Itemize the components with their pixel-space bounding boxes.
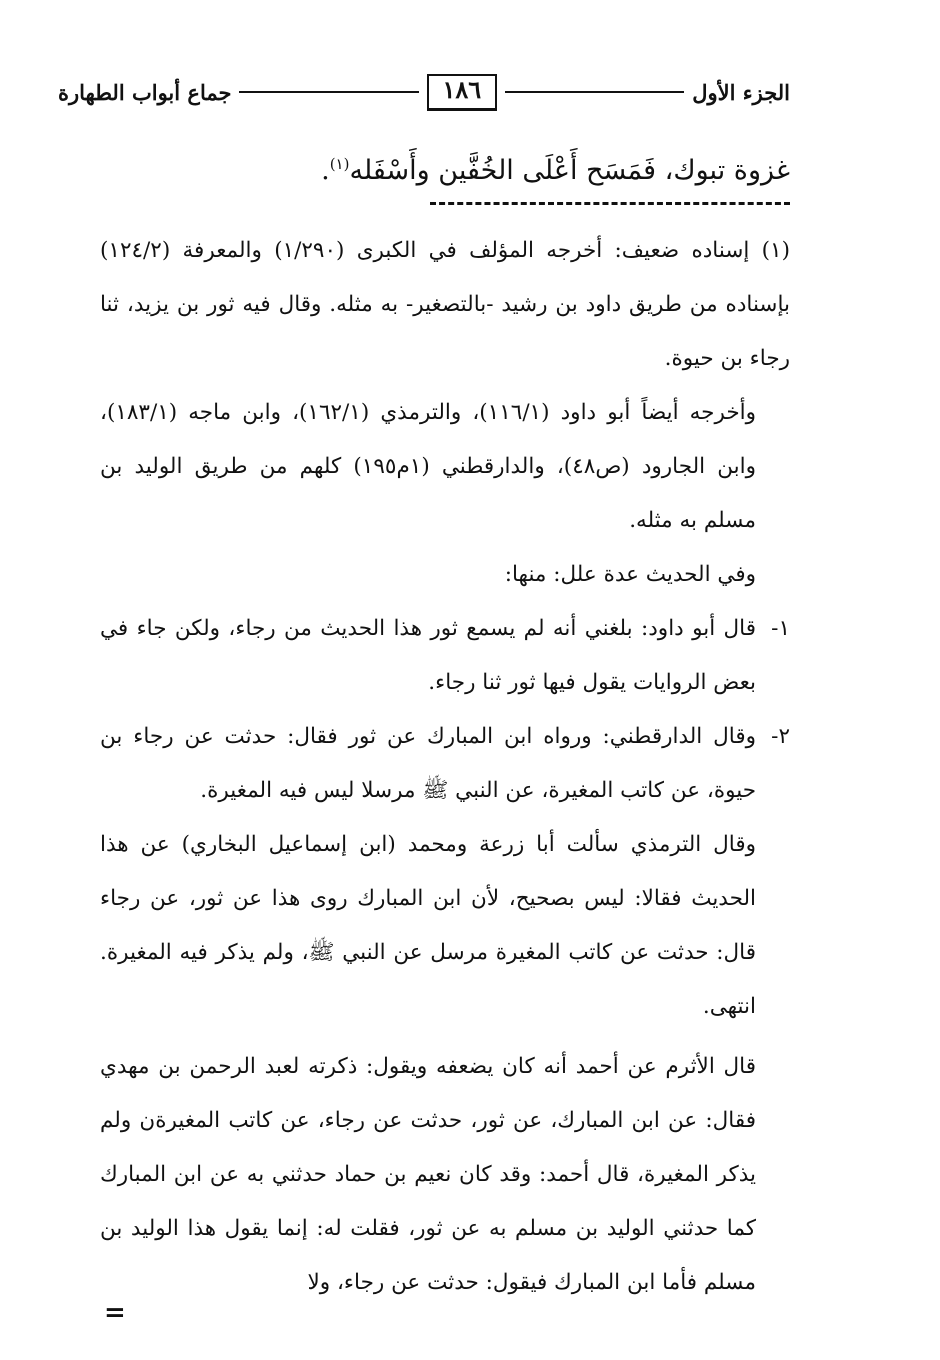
running-header	[58, 64, 790, 120]
header-rule-left	[239, 91, 418, 93]
continuation-mark: =	[104, 1298, 126, 1328]
list-item-number: ٢-	[771, 724, 790, 749]
list-item-text: قال أبو داود: بلغني أنه لم يسمع ثور هذا الحديث من رجاء، ولكن جاء في بعض الروايات يقول فيها ثور ثنا رجاء.	[100, 616, 756, 695]
list-item-text: وقال الدارقطني: ورواه ابن المبارك عن ثور فقال: حدثت عن رجاء بن حيوة، عن كاتب المغيرة، عن النبي ﷺ مرسلا ليس فيه المغيرة.	[100, 724, 756, 803]
footnote-paragraph-2: وأخرجه أيضاً أبو داود (١١٦/١)، والترمذي (١٦٢/١)، وابن ماجه (١٨٣/١)، وابن الجارود (ص٤٨)، والدارقطني (١م١٩٥) كلهم من طريق الوليد بن مسلم به مثله.	[100, 400, 756, 533]
footnote-marker: (١)	[761, 238, 790, 263]
footnote-text-1: إسناده ضعيف: أخرجه المؤلف في الكبرى (١/٢٩٠) والمعرفة (١٢٤/٢) بإسناده من طريق داود بن رشيد -بالتصغير- به مثله. وقال فيه ثور بن يزيد، ثنا رجاء بن حيوة.	[100, 238, 790, 371]
part-label: الجزء الأول	[692, 79, 790, 105]
main-text: غزوة تبوك، فَمَسَح أَعْلَى الخُفَّين وأَسْفَله	[349, 155, 790, 186]
list-item-number: ١-	[771, 616, 790, 641]
tirmidhi-paragraph: وقال الترمذي سألت أبا زرعة ومحمد (ابن إسماعيل البخاري) عن هذا الحديث فقالا: ليس بصحيح، لأن ابن المبارك روى هذا عن ثور، عن رجاء قال: حدثت عن كاتب المغيرة مرسل عن النبي ﷺ، ولم يذكر فيه المغيرة. انتهى.	[100, 832, 756, 1019]
footnote-paragraph-3: وفي الحديث عدة علل: منها:	[504, 562, 756, 587]
list-item	[100, 710, 790, 818]
page-number: ١٨٦	[427, 74, 498, 111]
footnote-reference: (١)	[329, 155, 350, 173]
book-title: جماع أبواب الطهارة	[57, 79, 232, 105]
list-item	[100, 602, 790, 710]
header-rule-right	[505, 91, 684, 93]
footnote-separator	[430, 202, 790, 205]
athram-paragraph: قال الأثرم عن أحمد أنه كان يضعفه ويقول: ذكرته لعبد الرحمن بن مهدي فقال: عن ابن المبارك، عن ثور، حدثت عن رجاء، عن كاتب المغيرةن ولم يذكر المغيرة، قال أحمد: وقد كان نعيم بن حماد حدثني به عن ابن المبارك كما حدثني الوليد بن مسلم به عن ثور، فقلت له: إنما يقول هذا الوليد بن مسلم فأما ابن المبارك فيقول: حدثت عن رجاء، ولا	[100, 1054, 756, 1295]
main-text-end: .	[321, 155, 330, 186]
footnotes	[100, 224, 790, 1310]
footnote-paragraph-1	[100, 224, 790, 386]
main-text-line	[110, 140, 790, 195]
